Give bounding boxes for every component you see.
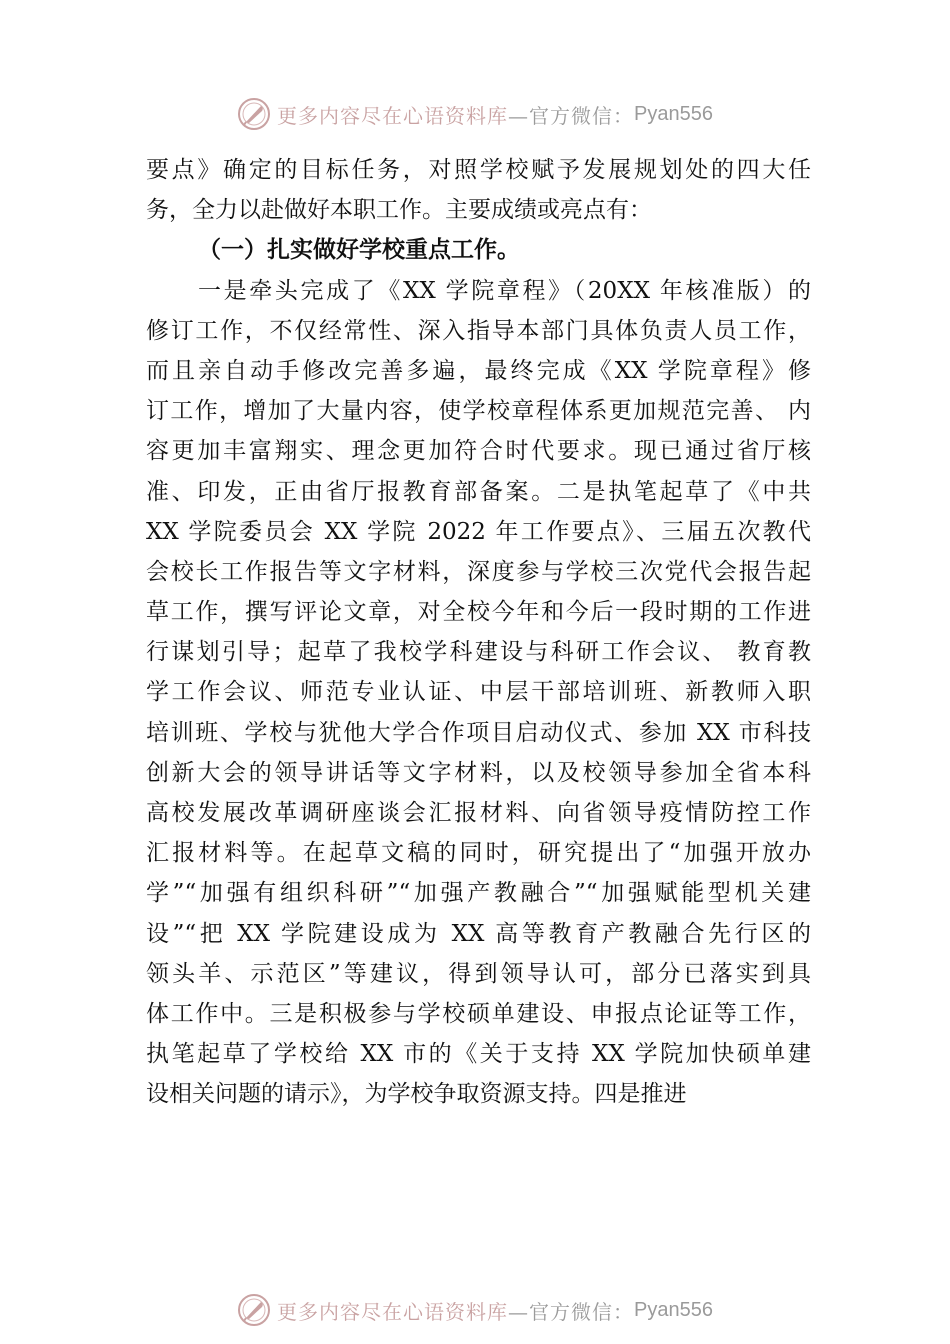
body-line: 学”“加强有组织科研”“加强产教融合”“加强赋能型机关建 — [146, 880, 811, 907]
body-line: 高校发展改革调研座谈会汇报材料、向省领导疫情防控工作 — [146, 800, 811, 826]
section-heading: （一）扎实做好学校重点工作。 — [198, 236, 520, 264]
watermark-separator-text: —官方微信： — [508, 103, 635, 128]
body-line: 创新大会的领导讲话等文字材料，以及校领导参加全省本科 — [146, 759, 811, 786]
body-line: 而且亲自动手修改完善多遍，最终完成《XX 学院章程》修 — [146, 357, 811, 384]
body-line: 体工作中。三是积极参与学校硕单建设、申报点论证等工作， — [146, 1000, 811, 1027]
body-line: 务，全力以赴做好本职工作。主要成绩或亮点有： — [146, 197, 652, 224]
watermark-brand-text: 更多内容尽在心语资料库 — [277, 1299, 509, 1324]
body-line: 执笔起草了学校给 XX 市的《关于支持 XX 学院加快硕单建 — [146, 1041, 811, 1068]
document-body — [146, 150, 811, 1115]
body-line: 订工作，增加了大量内容，使学校章程体系更加规范完善、 内 — [146, 398, 811, 425]
body-line: 容更加丰富翔实、理念更加符合时代要求。现已通过省厅核 — [146, 438, 811, 465]
body-line: 修订工作，不仅经常性、深入指导本部门具体负责人员工作， — [146, 317, 811, 344]
body-line: 一是牵头完成了《XX 学院章程》（20XX 年核准版）的 — [198, 277, 811, 304]
body-line: 领头羊、示范区”等建议，得到领导认可，部分已落实到具 — [146, 960, 811, 987]
body-line: 行谋划引导；起草了我校学科建设与科研工作会议、 教育教 — [146, 639, 811, 666]
body-line: 会校长工作报告等文字材料，深度参与学校三次党代会报告起 — [146, 558, 811, 585]
body-line: 设相关问题的请示》，为学校争取资源支持。四是推进 — [146, 1081, 687, 1108]
watermark-banner-top — [0, 94, 950, 134]
body-line: 准、印发，正由省厅报教育部备案。二是执笔起草了《中共 — [146, 478, 811, 505]
watermark-brand-text: 更多内容尽在心语资料库 — [277, 103, 509, 128]
body-line: 草工作，撰写评论文章，对全校今年和今后一段时期的工作进 — [146, 599, 811, 626]
watermark-separator-text: —官方微信： — [508, 1299, 635, 1324]
body-line: XX 学院委员会 XX 学院 2022 年工作要点》、三届五次教代 — [146, 518, 811, 545]
body-line: 汇报材料等。在起草文稿的同时，研究提出了“加强开放办 — [146, 840, 811, 867]
body-line: 要点》确定的目标任务，对照学校赋予发展规划处的四大任 — [146, 157, 811, 183]
watermark-wechat-id: Pyan556 — [634, 1298, 713, 1321]
quill-emblem-icon — [237, 97, 271, 131]
quill-emblem-icon — [237, 1293, 271, 1327]
watermark-banner-bottom — [0, 1290, 950, 1330]
body-line: 学工作会议、师范专业认证、中层干部培训班、新教师入职 — [146, 679, 811, 706]
body-line: 培训班、学校与犹他大学合作项目启动仪式、参加 XX 市科技 — [146, 719, 811, 746]
watermark-wechat-id: Pyan556 — [634, 102, 713, 125]
body-line: 设”“把 XX 学院建设成为 XX 高等教育产教融合先行区的 — [146, 920, 811, 947]
